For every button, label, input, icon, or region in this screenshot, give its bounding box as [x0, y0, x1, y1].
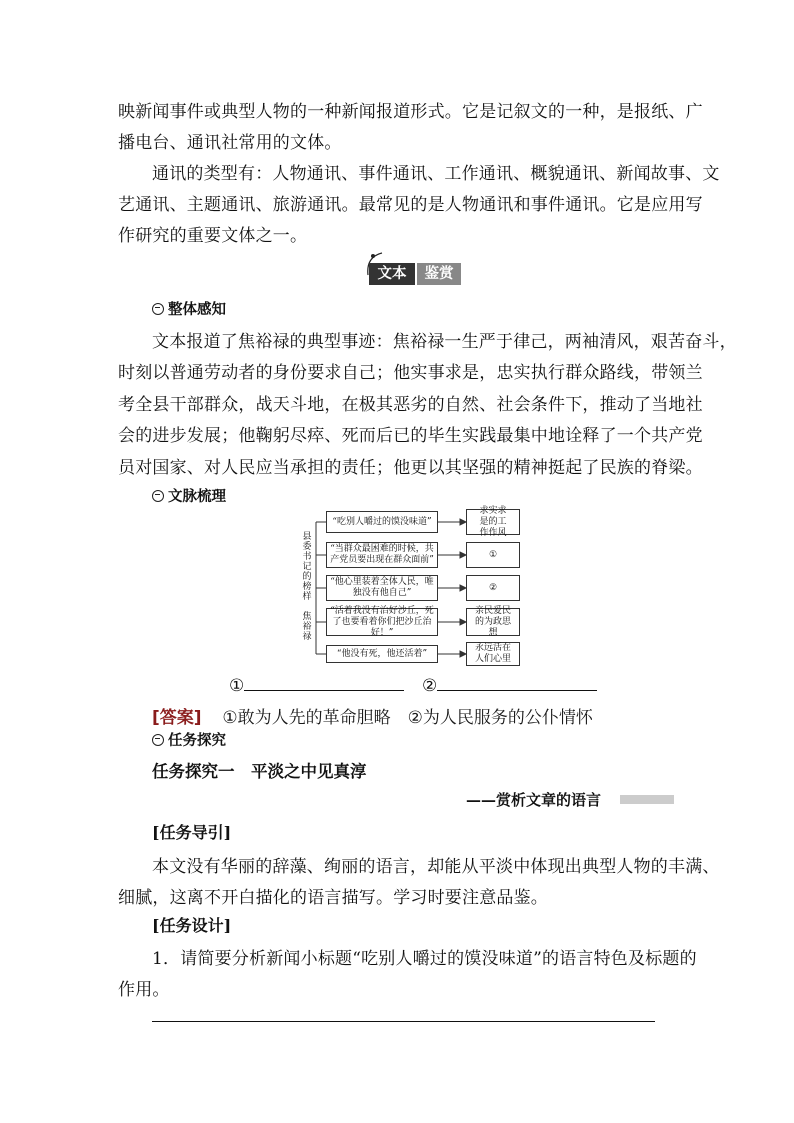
question-line: 作用。: [118, 980, 170, 1000]
circle-arrow-icon: [152, 490, 164, 502]
answer-tag: [答案]: [152, 708, 202, 728]
outline-answer-blank: ①: [466, 542, 520, 568]
overall-line: 文本报道了焦裕禄的典型事迹：焦裕禄一生严于律己，两袖清风，艰苦奋斗，: [152, 332, 737, 352]
subtitle-decoration-bar: [620, 795, 674, 804]
overall-line: 会的进步发展；他鞠躬尽瘁、死而后已的毕生实践最集中地诠释了一个共产党: [118, 426, 703, 446]
types-line: 艺通讯、主题通讯、旅游通讯。最常见的是人物通讯和事件通讯。它是应用写: [118, 195, 703, 215]
question-line: 1．请简要分析新闻小标题“吃别人嚼过的馍没味道”的语言特色及标题的: [152, 949, 697, 969]
overall-line: 考全县干部群众，战天斗地，在极其恶劣的自然、社会条件下，推动了当地社: [118, 395, 703, 415]
banner-right: 鉴赏: [417, 263, 461, 285]
outline-diagram: [296, 500, 526, 672]
intro-line: 映新闻事件或典型人物的一种新闻报道形式。它是记叙文的一种，是报纸、广: [118, 102, 703, 122]
blank-2-label: ②: [422, 676, 438, 696]
task-subtitle: ——赏析文章的语言: [466, 791, 602, 809]
answer-line: [152, 703, 593, 728]
blank-1-line: [244, 690, 404, 691]
outline-left-label-top: 县委书记的榜样: [302, 532, 312, 602]
blank-2-line: [437, 690, 597, 691]
guide-line: 本文没有华丽的辞藻、绚丽的语言，却能从平淡中体现出典型人物的丰满、: [152, 857, 720, 877]
types-line: 作研究的重要文体之一。: [118, 226, 308, 246]
circle-arrow-icon: [152, 303, 164, 315]
circle-arrow-icon: [152, 734, 164, 746]
types-line: 通讯的类型有：人物通讯、事件通讯、工作通讯、概貌通讯、新闻故事、文: [152, 164, 720, 184]
blank-1: [229, 676, 404, 696]
section-banner: [369, 263, 461, 285]
outline-result-box: 永远活在人们心里: [466, 642, 520, 666]
intro-line: 播电台、通讯社常用的文体。: [118, 133, 342, 153]
outline-answer-blank: ②: [466, 575, 520, 601]
overall-line: 时刻以普通劳动者的身份要求自己；他实事求是，忠实执行群众路线，带领兰: [118, 363, 703, 383]
outline-quote-box: “他心里装着全体人民，唯独没有他自己”: [326, 575, 438, 601]
blank-1-label: ①: [229, 676, 245, 696]
outline-heading: [152, 485, 226, 506]
guide-line: 细腻，这离不开白描化的语言描写。学习时要注意品鉴。: [118, 888, 548, 908]
outline-quote-box: “当群众最困难的时候，共产党员要出现在群众面前”: [326, 542, 438, 568]
guide-heading: [任务导引]: [152, 823, 232, 842]
design-heading: [任务设计]: [152, 916, 232, 935]
outline-quote-box: “他没有死，他还活着”: [326, 645, 438, 663]
overall-heading: [152, 298, 226, 319]
task-heading-label: 任务探究: [168, 733, 226, 749]
outline-quote-box: “吃别人嚼过的馍没味道”: [326, 511, 438, 533]
outline-left-label-bottom: 焦裕禄: [302, 612, 312, 642]
task-title: 任务探究一 平淡之中见真淳: [152, 762, 367, 781]
overall-line: 员对国家、对人民应当承担的责任；他更以其坚强的精神挺起了民族的脊梁。: [118, 458, 703, 478]
banner-left: 文本: [369, 263, 415, 285]
answer-rule: [152, 1021, 655, 1022]
answer-text: ①敢为人先的革命胆略 ②为人民服务的公仆情怀: [222, 708, 593, 728]
outline-quote-box: “活着我没有治好沙丘，死了也要看着你们把沙丘治好！”: [326, 608, 438, 636]
outline-heading-label: 文脉梳理: [168, 489, 226, 505]
task-heading: [152, 729, 226, 750]
overall-heading-label: 整体感知: [168, 302, 226, 318]
blank-2: [422, 676, 597, 696]
outline-result-box: 亲民爱民的为政思想: [466, 608, 520, 636]
outline-result-box: 求实求是的工作作风: [466, 509, 520, 535]
